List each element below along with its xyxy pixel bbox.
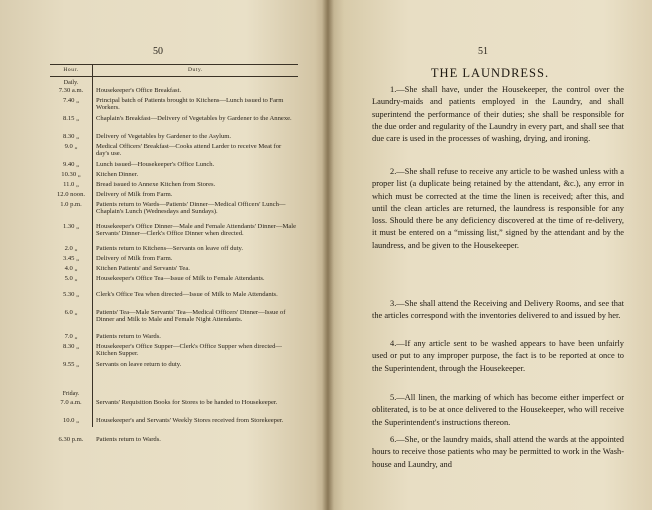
row-duty: Housekeeper's Office Supper—Clerk's Office Supper when directed—Kitchen Supper.	[96, 343, 282, 357]
daily-label: Daily.	[63, 80, 79, 86]
row-time: 9.55 „	[62, 361, 80, 368]
row-duty: Delivery of Milk from Farm.	[96, 255, 173, 262]
row-duty: Housekeeper's Office Tea—Issue of Milk to Female Attendants.	[96, 275, 265, 282]
row-time: 7.0 a.m.	[60, 399, 82, 406]
table-header	[50, 64, 298, 77]
row-time: 6.30 p.m.	[58, 436, 84, 443]
row-time: 6.0 „	[64, 309, 78, 316]
row-time: 3.45 „	[62, 255, 80, 262]
row-duty: Servants on leave return to duty.	[96, 361, 182, 368]
schedule-table	[50, 64, 298, 443]
section-heading: THE LAUNDRESS.	[430, 66, 550, 80]
table-body	[50, 77, 298, 427]
paragraph-6: 6.—She, or the laundry maids, shall attend the wards at the appointed hours to receive those patients who may be permitted to work in the Wash-house and Laundry, and	[372, 435, 624, 469]
row-time: 8.15 „	[62, 115, 80, 122]
paragraph-5: 5.—All linen, the marking of which has become either imperfect or obliterated, is to be at once delivered to the Housekeeper, who will receive the Superintendent's instructions thereon.	[372, 393, 624, 427]
row-duty: Bread issued to Annexe Kitchen from Stores.	[96, 181, 216, 188]
row-time: 7.30 a.m.	[58, 87, 84, 94]
book-gutter	[322, 0, 334, 510]
row-duty: Housekeeper's and Servants' Weekly Stores received from Storekeeper.	[96, 417, 284, 424]
header-hour: Hour.	[50, 65, 93, 76]
row-time: 9.40 „	[62, 161, 80, 168]
friday-label: Friday.	[62, 391, 80, 397]
paragraph-3: 3.—She shall attend the Receiving and Delivery Rooms, and see that the articles correspond with the inventories delivered to and issued by her.	[372, 299, 624, 321]
row-duty: Clerk's Office Tea when directed—Issue of Milk to Male Attendants.	[96, 291, 278, 298]
row-time: 12.0 noon.	[56, 191, 86, 198]
row-duty: Servants' Requisition Books for Stores to be handed to Housekeeper.	[96, 399, 278, 406]
row-time: 5.0 „	[64, 275, 78, 282]
row-duty: Patients return to Kitchens—Servants on leave off duty.	[96, 245, 244, 252]
row-time: 8.30 „	[62, 343, 80, 350]
row-duty: Delivery of Vegetables by Gardener to the Asylum.	[96, 133, 232, 140]
paragraph-1: 1.—She shall have, under the Housekeeper, the control over the Laundry-maids and patients employed in the Laundry, and shall superintend the performance of their duties; she shall be responsible for the due order and regularity of the Laundry in every part, and shall see that due care is used in the processes of washing, drying, and ironing.	[372, 85, 624, 144]
row-time: 1.30 „	[62, 223, 80, 230]
row-time: 7.0 „	[64, 333, 78, 340]
row-duty: Patients' Tea—Male Servants' Tea—Medical Officers' Dinner—Issue of Dinner and Milk to Male and Female Night Attendants.	[96, 309, 286, 323]
row-time: 8.30 „	[62, 133, 80, 140]
row-duty: Kitchen Dinner.	[96, 171, 139, 178]
row-time: 5.30 „	[62, 291, 80, 298]
row-time: 4.0 „	[64, 265, 78, 272]
row-time: 7.40 „	[62, 97, 80, 104]
row-duty: Housekeeper's Office Breakfast.	[96, 87, 182, 94]
page-number-left: 50	[153, 46, 163, 57]
row-time: 1.0 p.m.	[60, 201, 82, 208]
row-duty: Kitchen Patients' and Servants' Tea.	[96, 265, 190, 272]
row-duty: Chaplain's Breakfast—Delivery of Vegetables by Gardener to the Annexe.	[96, 115, 292, 122]
page-number-right: 51	[478, 46, 488, 57]
right-page	[328, 0, 652, 510]
row-duty: Patients return to Wards.	[96, 436, 161, 443]
paragraph-4: 4.—If any article sent to be washed appears to have been unfairly used or put to any improper purpose, the fact is to be reported at once to the Superintendent, through the Housekeeper.	[372, 339, 624, 373]
row-duty: Principal batch of Patients brought to Kitchens—Lunch issued to Farm Workers.	[96, 97, 284, 111]
row-duty: Patients return to Wards.	[96, 333, 161, 340]
header-duty: Duty.	[187, 67, 204, 73]
paragraph-2: 2.—She shall refuse to receive any article to be washed unless with a proper list (a duplicate being retained by the attendant, &c.), any error in which must be corrected at the time the linen is received; after this, and until the clean articles are returned, the laundress is responsible for any loss. Should there be any deficiency discovered at the time of re-delivery, it must be entered on a “missing list,” signed by the attendant and by the laundress, and be given to the Housekeeper.	[372, 167, 624, 250]
row-duty: Delivery of Milk from Farm.	[96, 191, 173, 198]
row-time: 11.0 „	[63, 181, 79, 188]
row-duty: Patients return to Wards—Patients' Dinner—Medical Officers' Lunch—Chaplain's Lunch (Wednesdays and Sundays).	[96, 201, 286, 215]
row-duty: Medical Officers' Breakfast—Cooks attend Larder to receive Meat for day's use.	[96, 143, 282, 157]
row-time: 10.30 „	[61, 171, 81, 178]
row-time: 9.0 „	[64, 143, 78, 150]
row-duty: Housekeeper's Office Dinner—Male and Female Attendants' Dinner—Male Servants' Dinner—Clerk's Office Dinner when directed.	[96, 223, 297, 237]
row-time: 2.0 „	[64, 245, 78, 252]
row-time: 10.0 „	[62, 417, 80, 424]
row-duty: Lunch issued—Housekeeper's Office Lunch.	[96, 161, 215, 168]
